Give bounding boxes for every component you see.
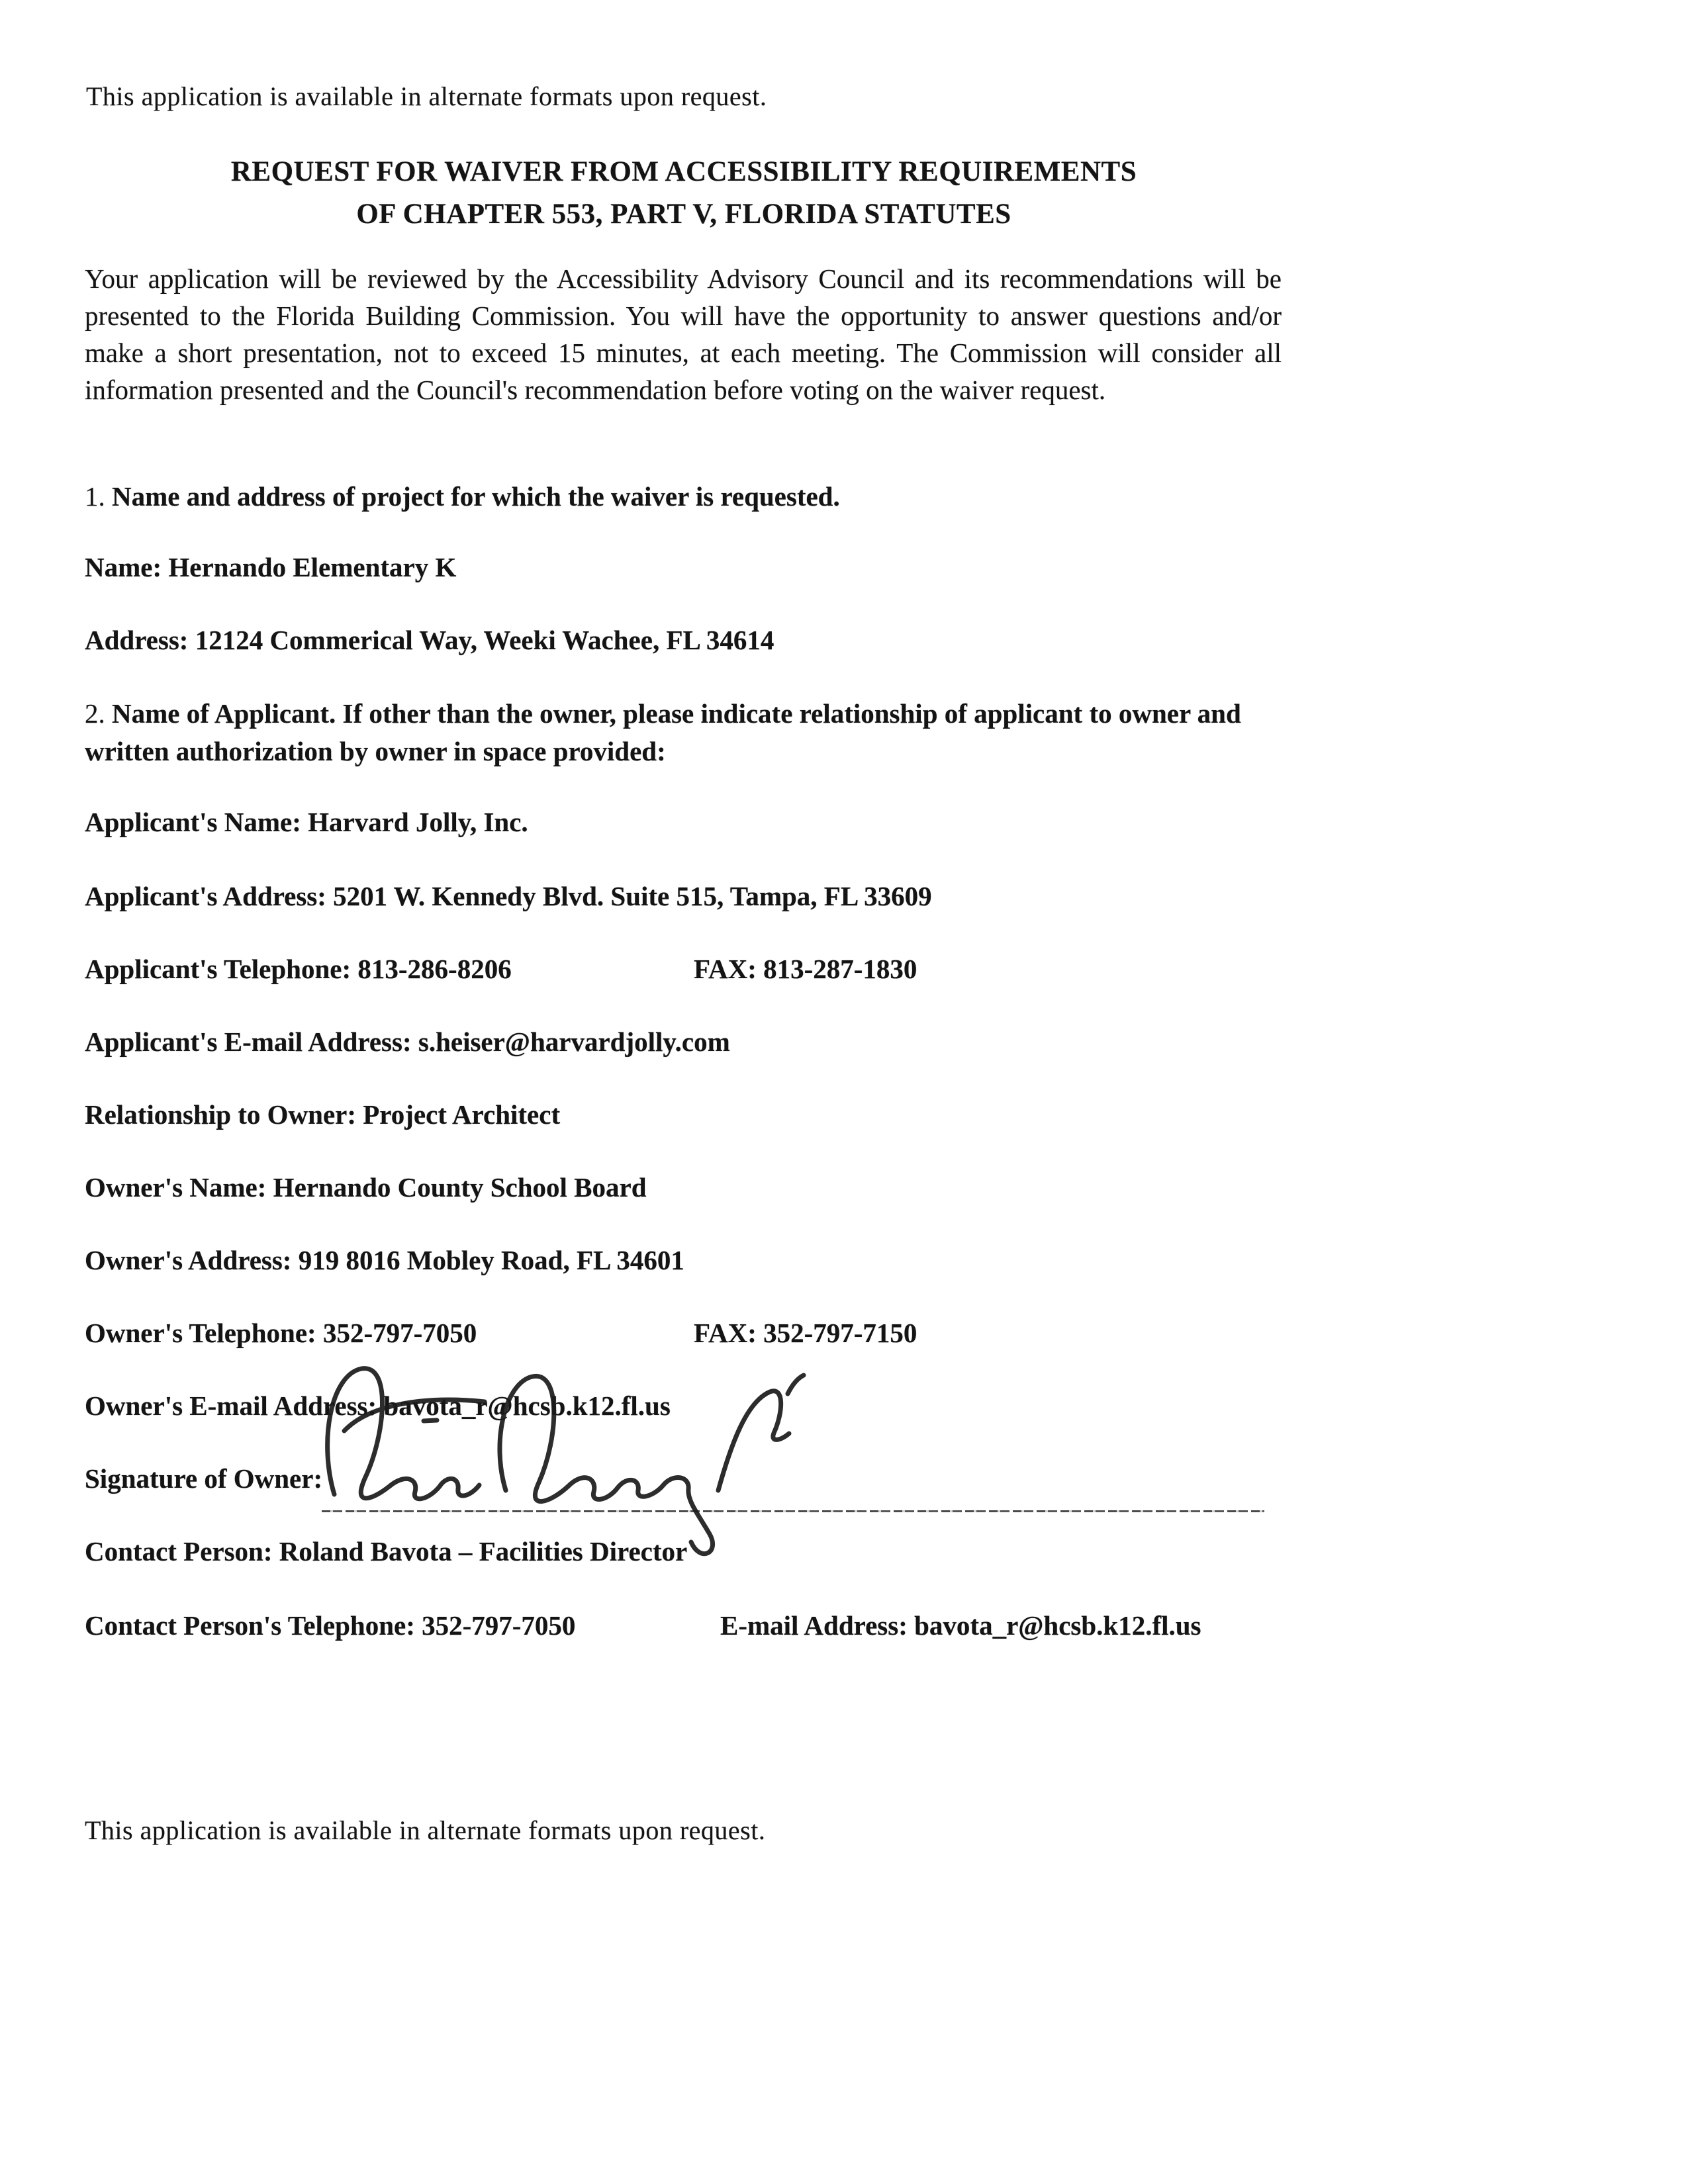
applicant-name-label: Applicant's Name: <box>85 807 301 837</box>
applicant-telephone-row <box>85 953 917 985</box>
owner-telephone-pair <box>85 1317 694 1349</box>
applicant-address-row <box>85 880 932 912</box>
applicant-telephone-pair <box>85 953 694 985</box>
owner-email-label: Owner's E-mail Address: <box>85 1390 377 1421</box>
relationship-label: Relationship to Owner: <box>85 1099 356 1130</box>
project-address-row <box>85 624 774 656</box>
applicant-fax-value: 813-287-1830 <box>756 954 917 984</box>
document-title <box>85 151 1283 236</box>
project-address-value: 12124 Commerical Way, Weeki Wachee, FL 34614 <box>188 625 774 655</box>
contact-email-value: bavota_r@hcsb.k12.fl.us <box>907 1610 1201 1641</box>
section2-heading <box>85 695 1283 770</box>
applicant-email-row <box>85 1026 730 1058</box>
owner-name-value: Hernando County School Board <box>266 1172 647 1203</box>
intro-paragraph: Your application will be reviewed by the Accessibility Advisory Council and its recommendations will be presented to the Florida Building Commission. You will have the opportunity to answer questions and/or make a short presentation, not to exceed 15 minutes, at each meeting. The Commission will consider all information presented and the Council's recommendation before voting on the waiver request. <box>85 263 1282 405</box>
document-title-line2: OF CHAPTER 553, PART V, FLORIDA STATUTES <box>356 199 1011 230</box>
contact-person-label: Contact Person: <box>85 1536 273 1567</box>
section2-number: 2. <box>85 698 105 729</box>
owner-address-value: 919 8016 Mobley Road, FL 34601 <box>291 1245 684 1275</box>
section1-heading-text: Name and address of project for which the waiver is requested. <box>105 481 840 512</box>
owner-address-label: Owner's Address: <box>85 1245 292 1275</box>
signature-row <box>85 1463 322 1494</box>
applicant-email-value: s.heiser@harvardjolly.com <box>411 1026 730 1057</box>
contact-telephone-label: Contact Person's Telephone: <box>85 1610 415 1641</box>
contact-telephone-row <box>85 1610 1201 1641</box>
applicant-address-value: 5201 W. Kennedy Blvd. Suite 515, Tampa, FL 33609 <box>326 881 932 911</box>
alternate-formats-notice-top: This application is available in alternate formats upon request. <box>86 81 767 111</box>
applicant-name-value: Harvard Jolly, Inc. <box>301 807 528 837</box>
contact-person-row <box>85 1535 687 1567</box>
applicant-name-row <box>85 806 528 838</box>
contact-telephone-value: 352-797-7050 <box>414 1610 576 1641</box>
applicant-telephone-label: Applicant's Telephone: <box>85 954 352 984</box>
project-name-label: Name: <box>85 552 162 582</box>
alternate-formats-notice-bottom: This application is available in alternate formats upon request. <box>85 1815 766 1845</box>
applicant-address-label: Applicant's Address: <box>85 881 326 911</box>
section1-number: 1. <box>85 481 105 512</box>
project-name-row <box>85 551 456 583</box>
owner-name-row <box>85 1171 647 1203</box>
relationship-value: Project Architect <box>356 1099 561 1130</box>
owner-email-value: bavota_r@hcsb.k12.fl.us <box>377 1390 671 1421</box>
owner-address-row <box>85 1244 684 1276</box>
applicant-fax-label: FAX: <box>694 954 757 984</box>
document-title-line1: REQUEST FOR WAIVER FROM ACCESSIBILITY REQUIREMENTS <box>230 156 1137 187</box>
owner-name-label: Owner's Name: <box>85 1172 267 1203</box>
owner-fax-label: FAX: <box>694 1318 757 1348</box>
project-name-value: Hernando Elementary K <box>162 552 457 582</box>
owner-telephone-row <box>85 1317 917 1349</box>
owner-fax-value: 352-797-7150 <box>756 1318 917 1348</box>
project-address-label: Address: <box>85 625 189 655</box>
section2-heading-text: Name of Applicant. If other than the owner, please indicate relationship of applicant to owner and written authorization by owner in space provided: <box>85 698 1241 766</box>
signature-label: Signature of Owner: <box>85 1463 323 1494</box>
section1-heading <box>85 478 1283 516</box>
applicant-telephone-value: 813-286-8206 <box>351 954 512 984</box>
signature-line <box>322 1510 1264 1512</box>
contact-telephone-pair <box>85 1610 720 1641</box>
contact-email-label: E-mail Address: <box>720 1610 908 1641</box>
owner-telephone-label: Owner's Telephone: <box>85 1318 316 1348</box>
contact-person-value: Roland Bavota – Facilities Director <box>272 1536 688 1567</box>
applicant-email-label: Applicant's E-mail Address: <box>85 1026 412 1057</box>
relationship-row <box>85 1099 560 1130</box>
owner-email-row <box>85 1390 671 1422</box>
owner-telephone-value: 352-797-7050 <box>316 1318 477 1348</box>
